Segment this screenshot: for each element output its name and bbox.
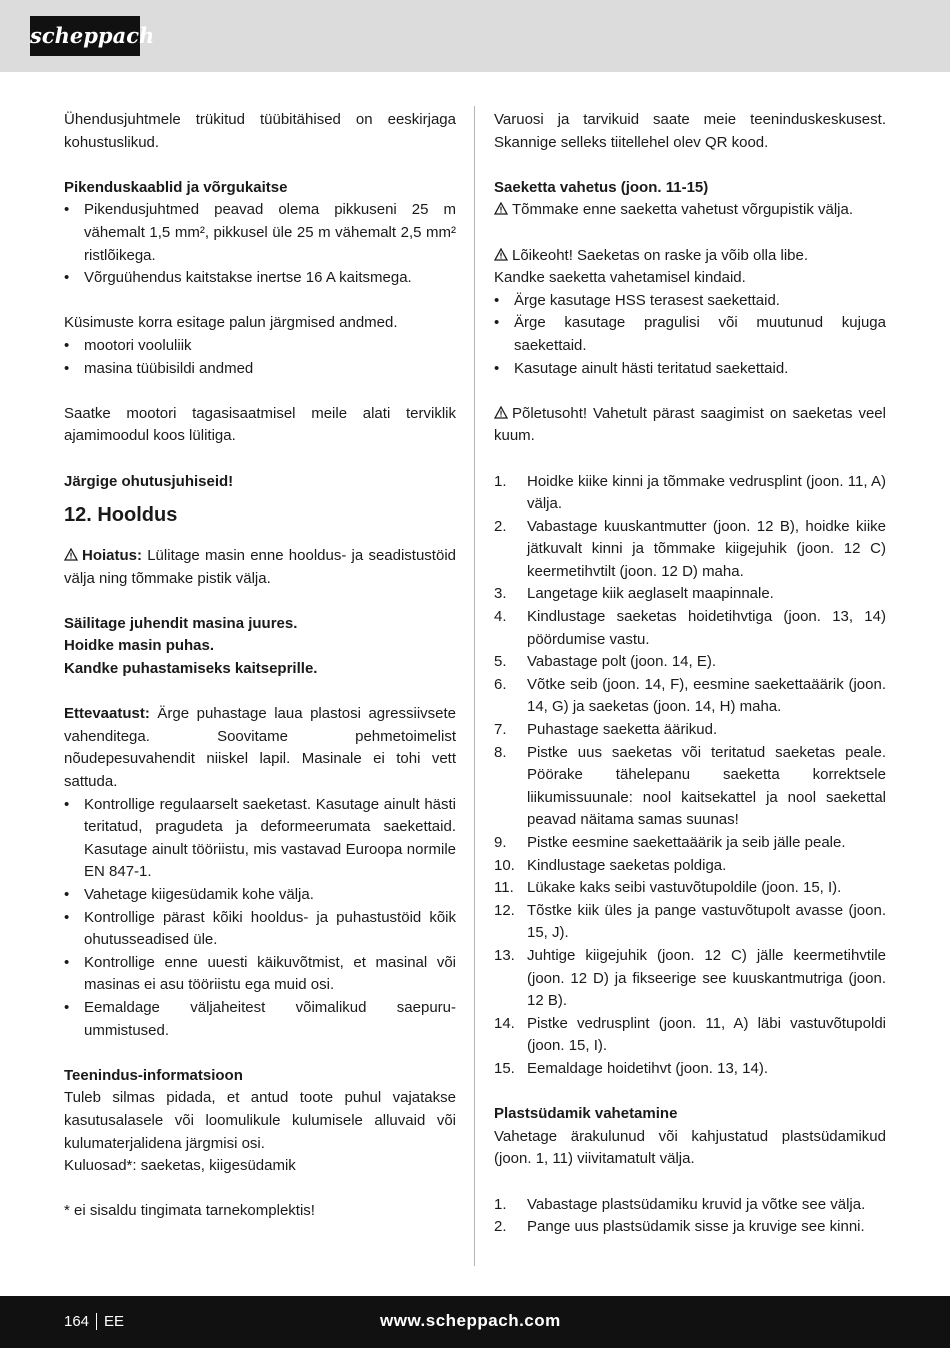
language-code: EE [104, 1313, 125, 1330]
warning-text: Põletusoht! Vahetult pärast saagimist on saeketas veel kuum. [494, 404, 886, 445]
step-number: 11. [494, 879, 514, 897]
list-item: • Ärge kasutage HSS terasest saekettaid. [494, 290, 886, 313]
website-link[interactable]: www.scheppach.com [380, 1311, 561, 1330]
list-item: • masina tüübisildi andmed [64, 358, 456, 381]
caution-paragraph [64, 703, 456, 793]
paragraph-plastic: Vahetage ärakulunud või kahjustatud plastsüdamikud (joon. 1, 11) viivitamatult välja. [494, 1127, 886, 1168]
step-number: 15. [494, 1059, 515, 1077]
extension-list [64, 199, 456, 289]
step-number: 12. [494, 901, 515, 919]
step-item [494, 719, 886, 742]
step-number: 5. [494, 653, 507, 671]
list-item: • Kontrollige regulaarselt saeketast. Kasutage ainult hästi teritatud, pragudeta ja deformeerumata saekettaid. Kasutage ainult tööriistu, mis vastavad Euroopa normile EN 847-1. [64, 794, 456, 884]
paragraph-wear-parts: Kuluosad*: saeketas, kiigesüdamik [64, 1157, 296, 1175]
warning-cut [494, 245, 886, 268]
list-item: • Ärge kasutage pragulisi või muutunud kujuga saekettaid. [494, 312, 886, 357]
step-item [494, 1194, 886, 1217]
step-item [494, 900, 886, 945]
step-number: 9. [494, 834, 507, 851]
blade-steps-list [494, 471, 886, 1081]
list-item: • Vahetage kiigesüdamik kohe välja. [64, 884, 456, 907]
step-text: Pistke vedrusplint (joon. 11, A) läbi vastuvõtupoldi (joon. 15, I). [527, 1014, 886, 1055]
warning-unplug [494, 199, 886, 222]
heading-extension-cables: Pikenduskaablid ja võrgukaitse [64, 178, 288, 196]
warning-icon [64, 548, 78, 561]
step-text: Vabastage plastsüdamiku kruvid ja võtke see välja. [527, 1195, 866, 1213]
step-text: Vabastage polt (joon. 14, E). [527, 653, 717, 671]
step-item [494, 1216, 886, 1239]
step-text: Kindlustage saeketas poldiga. [527, 856, 727, 874]
step-text: Kindlustage saeketas hoidetihvtiga (joon. 13, 14) pöördumise vastu. [527, 608, 886, 648]
step-item [494, 516, 886, 584]
warning-paragraph [64, 545, 456, 590]
blade-list [494, 290, 886, 380]
caution-text: Ärge puhastage laua plastosi agressiivsete vahenditega. Soovitame pehmetoimelist nõudepesuvahendit niiskel lapil. Masinale ei tohi vett sattuda. [64, 705, 456, 791]
step-text: Langetage kiik aeglaselt maapinnale. [527, 585, 774, 603]
warning-label: Hoiatus: [82, 547, 142, 565]
warning-icon [494, 248, 508, 261]
left-column [64, 109, 456, 1223]
step-number: 8. [494, 743, 507, 761]
step-item [494, 583, 886, 606]
footer-bar [0, 1296, 950, 1348]
step-text: Hoidke kiike kinni ja tõmmake vedrusplint (joon. 11, A) välja. [527, 472, 886, 513]
footer-separator [96, 1313, 97, 1330]
plastic-steps-list [494, 1194, 886, 1239]
list-item: • mootori vooluliik [64, 335, 456, 358]
list-item: • Kasutage ainult hästi teritatud saekettaid. [494, 358, 886, 381]
step-item [494, 471, 886, 516]
header-bar [0, 0, 950, 72]
safety-note: Järgige ohutusjuhiseid! [64, 472, 234, 490]
step-item [494, 877, 886, 900]
section-title-maintenance: 12. Hooldus [64, 504, 178, 527]
step-item [494, 742, 886, 832]
step-text: Eemaldage hoidetihvt (joon. 13, 14). [527, 1059, 768, 1077]
step-text: Pistke uus saeketas või teritatud saeketas peale. Pöörake tähelepanu saeketta korrektsele liikumissuunale: nool kaitsekattel ja nool saekettal peavad näitama samas suunas! [527, 743, 886, 829]
step-number: 10. [494, 856, 515, 874]
step-number: 7. [494, 721, 507, 739]
step-text: Vabastage kuuskantmutter (joon. 12 B), hoidke kiike jätkuvalt kinni ja tõmmake kiigejuhik (joon. 12 C) keermetihvtilt (joon. 12 D) maha. [527, 517, 886, 580]
step-item [494, 832, 886, 855]
heading-plastic-core: Plastsüdamik vahetamine [494, 1105, 678, 1123]
step-number: 3. [494, 585, 507, 603]
step-text: Lükake kaks seibi vastuvõtupoldile (joon. 15, I). [527, 879, 842, 897]
list-item: • Kontrollige pärast kõiki hooldus- ja puhastustöid kõik ohutusseadised üle. [64, 907, 456, 952]
right-column [494, 109, 886, 1239]
step-text: Puhastage saeketta äärikud. [527, 721, 718, 739]
brand-logo: scheppach [30, 16, 140, 56]
warning-burn [494, 403, 886, 448]
heading-blade-change: Saeketta vahetus (joon. 11-15) [494, 178, 709, 196]
step-number: 1. [494, 1195, 507, 1213]
step-item [494, 945, 886, 1013]
query-list [64, 335, 456, 380]
maintenance-list [64, 794, 456, 1043]
page-number: 164 [64, 1313, 90, 1330]
list-item: • Kontrollige enne uuesti käikuvõtmist, et masinal või masinas ei asu tööriistu ega muid osi. [64, 952, 456, 997]
step-item [494, 606, 886, 651]
step-number: 14. [494, 1014, 515, 1032]
step-number: 6. [494, 675, 507, 693]
paragraph-gloves: Kandke saeketta vahetamisel kindaid. [494, 269, 746, 287]
list-item: • Pikendusjuhtmed peavad olema pikkuseni 25 m vähemalt 1,5 mm², pikkusel üle 25 m vähemalt 2,5 mm² ristlõikega. [64, 199, 456, 267]
warning-icon [494, 406, 508, 419]
warning-text: Lülitage masin enne hooldus- ja seadistustöid välja ning tõmmake pistik välja. [64, 547, 456, 587]
step-item [494, 674, 886, 719]
column-divider [474, 106, 475, 1266]
step-text: Pange uus plastsüdamik sisse ja kruvige see kinni. [527, 1218, 865, 1236]
bold-line: Kandke puhastamiseks kaitseprille. [64, 660, 318, 678]
heading-service-info: Teenindus-informatsioon [64, 1066, 243, 1084]
step-number: 2. [494, 517, 507, 535]
paragraph-return: Saatke mootori tagasisaatmisel meile alati terviklik ajamimoodul koos lülitiga. [64, 404, 456, 445]
warning-text: Lõikeoht! Saeketas on raske ja võib olla libe. [512, 246, 809, 264]
step-item [494, 855, 886, 878]
step-text: Juhtige kiigejuhik (joon. 12 C) jälle keermetihvtile (joon. 12 D) ja fikseerige see kuuskantmutriga (joon. 12 B). [527, 946, 886, 1010]
step-number: 2. [494, 1218, 507, 1236]
list-item: • Eemaldage väljaheitest võimalikud saepuru-ummistused. [64, 997, 456, 1042]
warning-text: Tõmmake enne saeketta vahetust võrgupistik välja. [512, 201, 854, 219]
step-item [494, 651, 886, 674]
caution-label: Ettevaatust: [64, 705, 150, 723]
list-item: • Võrguühendus kaitstakse inertse 16 A kaitsmega. [64, 267, 456, 290]
step-text: Võtke seib (joon. 14, F), eesmine saekettaäärik (joon. 14, G) ja saeketas (joon. 14, H) maha. [527, 675, 886, 716]
step-number: 4. [494, 608, 507, 626]
step-text: Tõstke kiik üles ja pange vastuvõtupolt avasse (joon. 15, J). [527, 901, 886, 942]
footnote: * ei sisaldu tingimata tarnekomplektis! [64, 1202, 315, 1220]
bold-line: Hoidke masin puhas. [64, 637, 215, 655]
paragraph-service: Tuleb silmas pidada, et antud toote puhul vajatakse kasutusalasele või loomulikule kulumisele alluvaid või kulumaterjalidena järgmisi osi. [64, 1089, 456, 1152]
paragraph-spares: Varuosi ja tarvikuid saate meie teeninduskeskusest. Skannige selleks tiitellehel olev QR kood. [494, 111, 886, 151]
step-text: Pistke eesmine saekettaäärik ja seib jälle peale. [527, 834, 846, 851]
step-item [494, 1058, 886, 1081]
bold-line: Säilitage juhendit masina juures. [64, 614, 298, 632]
warning-icon [494, 202, 508, 215]
step-item [494, 1013, 886, 1058]
step-number: 13. [494, 946, 515, 964]
paragraph-query-intro: Küsimuste korra esitage palun järgmised andmed. [64, 314, 398, 332]
paragraph-markings: Ühendusjuhtmele trükitud tüübitähised on eeskirjaga kohustuslikud. [64, 111, 456, 151]
step-number: 1. [494, 472, 507, 490]
